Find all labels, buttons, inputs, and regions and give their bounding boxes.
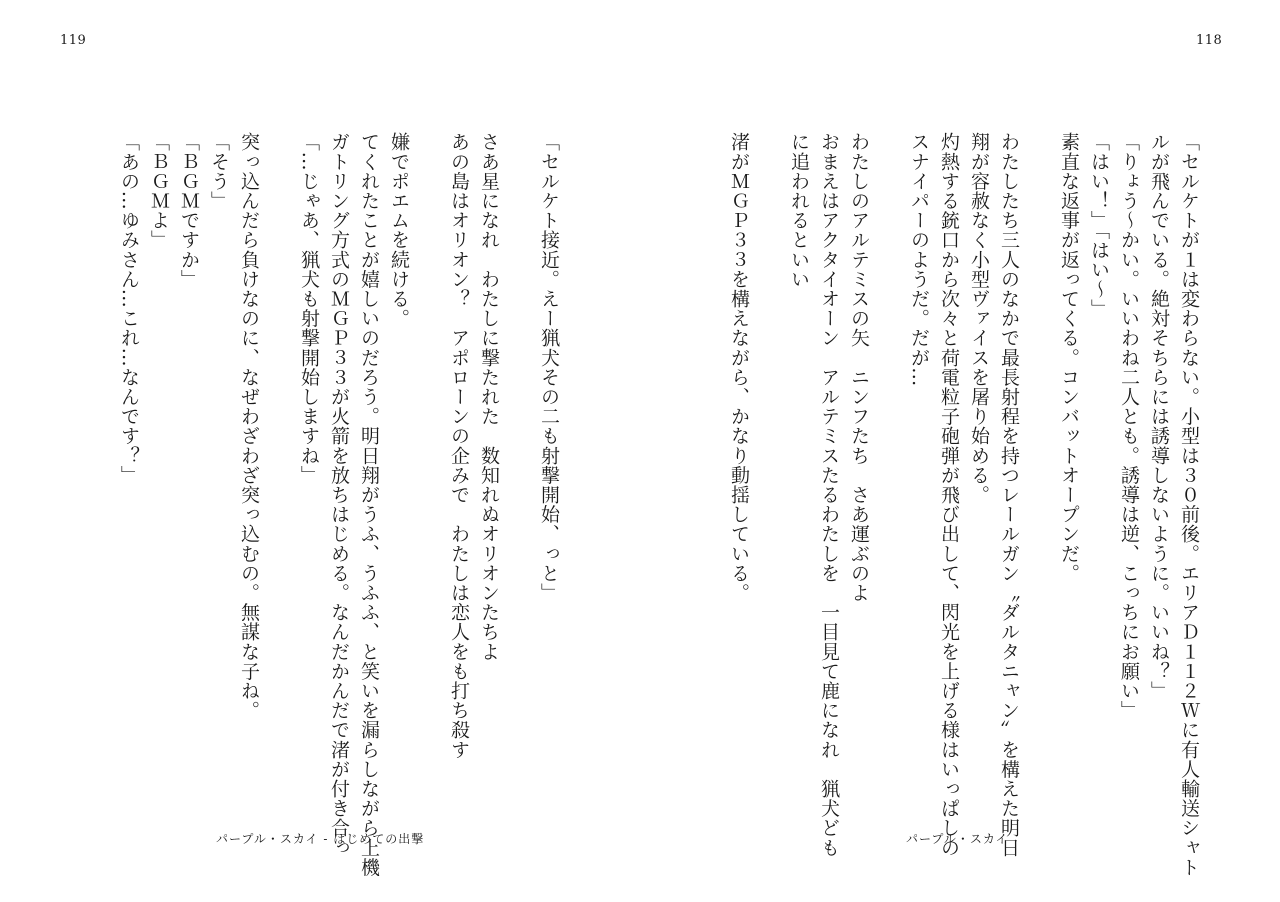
text-line: 「あの…ゆみさん…これ…なんです？」 [118, 132, 140, 485]
text-line: 翔が容赦なく小型ヴァイスを屠り始める。 [968, 132, 990, 505]
text-line: わたしたち三人のなかで最長射程を持つレールガン〝ダルタニャン〟を構えた明日 [998, 132, 1020, 858]
text-line: スナイパーのようだ。だが… [908, 132, 930, 387]
text-line: ガトリング方式のＭＧＰ３３が火箭を放ちはじめる。なんだかんだで渚が付き合っ [328, 132, 350, 858]
text-line: さあ星になれ わたしに撃たれた 数知れぬオリオンたちよ [478, 132, 500, 662]
page-number-left: 119 [60, 33, 87, 48]
text-line: わたしのアルテミスの矢 ニンフたち さあ運ぶのよ [848, 132, 870, 603]
text-line: あの島はオリオン？ アポローンの企みで わたしは恋人をも打ち殺す [448, 132, 470, 760]
footer-left: パープル・スカイ - はじめての出撃 [216, 832, 425, 846]
text-line: 嫌でポエムを続ける。 [388, 132, 410, 328]
text-line: 突っ込んだら負けなのに、なぜわざわざ突っ込むの。無謀な子ね。 [238, 132, 260, 720]
text-line: に追われるといい [788, 132, 810, 289]
text-line: 「ＢＧＭですか」 [178, 132, 200, 289]
text-line: 「セルケト接近。えー猟犬その二も射撃開始、っと」 [538, 132, 560, 603]
text-line: おまえはアクタイオーン アルテミスたるわたしを 一目見て鹿になれ 猟犬ども [818, 132, 840, 858]
text-line: 「セルケトが１は変わらない。小型は３０前後。エリアＤ１１２Ｗに有人輸送シャト [1178, 132, 1200, 877]
footer-right: パープル・スカイ [906, 832, 1009, 846]
text-line: 灼熱する銃口から次々と荷電粒子砲弾が飛び出して、閃光を上げる様はいっぱしの [938, 132, 960, 858]
text-line: 渚がＭＧＰ３３を構えながら、かなり動揺している。 [728, 132, 750, 603]
text-line: 「ＢＧＭよ」 [148, 132, 170, 250]
text-line: てくれたことが嬉しいのだろう。明日翔がうふ、うふふ、と笑いを漏らしながら上機 [358, 132, 380, 877]
text-line: 「そう」 [208, 132, 230, 211]
text-line: 「…じゃあ、猟犬も射撃開始しますね」 [298, 132, 320, 485]
text-line: 素直な返事が返ってくる。コンバットオープンだ。 [1058, 132, 1080, 583]
text-line: 「はい！」「はい〜」 [1088, 132, 1110, 319]
page-number-right: 118 [1196, 33, 1223, 48]
text-line: 「りょう〜かい。いいわね二人とも。誘導は逆、こっちにお願い」 [1118, 132, 1140, 720]
text-line: ルが飛んでいる。絶対そちらには誘導しないように。いいね？」 [1148, 132, 1170, 701]
